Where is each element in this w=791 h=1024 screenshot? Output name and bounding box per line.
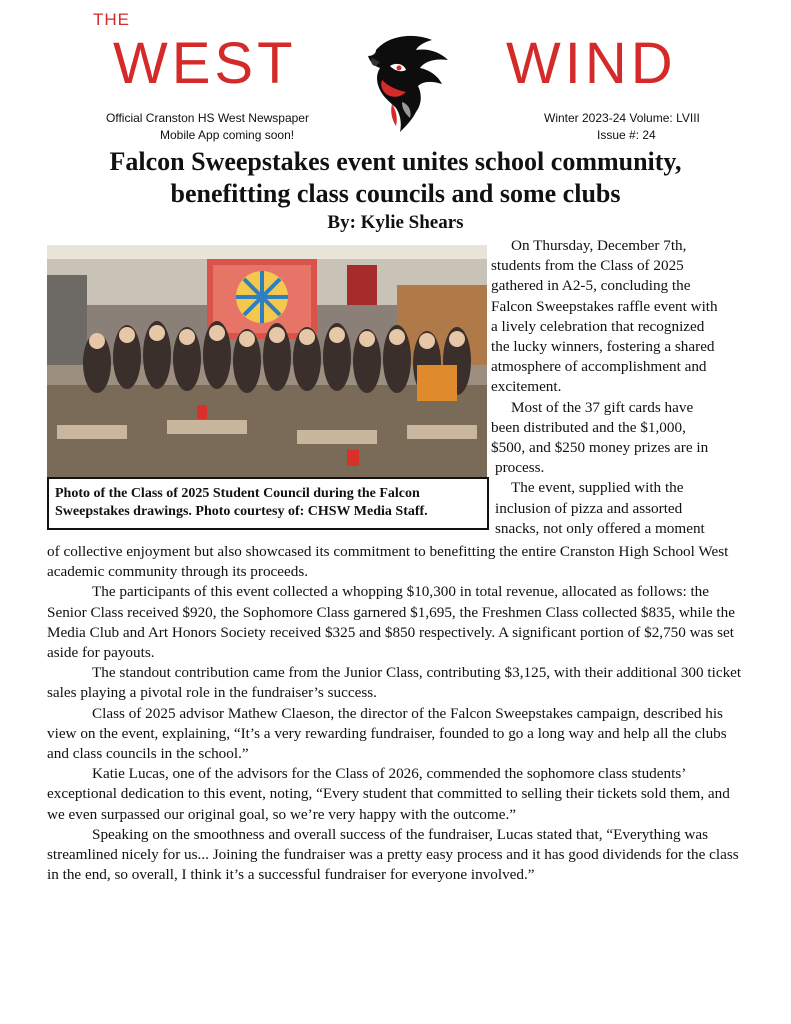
side-column xyxy=(491,236,749,539)
byline: By: Kylie Shears xyxy=(327,212,464,233)
side-line: inclusion of pizza and assorted xyxy=(495,499,683,517)
paragraph-continuation: of collective enjoyment but also showcased its commitment to benefitting the entire Cranston High School West academic community through its proceeds. xyxy=(47,543,729,581)
side-line: atmosphere of accomplishment and xyxy=(491,358,707,376)
side-line: students from the Class of 2025 xyxy=(491,257,684,275)
side-line: the lucky winners, fostering a shared xyxy=(491,338,715,356)
falcon-icon xyxy=(366,32,452,140)
masthead-the: THE xyxy=(93,10,130,29)
tagline-1: Official Cranston HS West Newspaper xyxy=(106,111,309,125)
paragraph-advisor: Class of 2025 advisor Mathew Claeson, the director of the Falcon Sweepstakes campaign, described his view on the event, explaining, “It’s a very rewarding fundraiser, founded to go a long way and help all the clubs and class councils in the school.” xyxy=(47,704,727,763)
side-line: process. xyxy=(495,459,545,477)
headline-line-1: Falcon Sweepstakes event unites school community, xyxy=(109,147,682,176)
issue-volume: Winter 2023-24 Volume: LVIII xyxy=(544,111,700,125)
issue-number: Issue #: 24 xyxy=(597,128,656,142)
tagline-2: Mobile App coming soon! xyxy=(160,128,295,142)
side-line: $500, and $250 money prizes are in xyxy=(491,439,709,457)
paragraph-lucas: Katie Lucas, one of the advisors for the Class of 2026, commended the sophomore class students’ exceptional dedication to this event, noting, “Every student that committed to selling their tickets sold them, and we even surpassed our original goal, so we’re very happy with the outcome.” xyxy=(47,765,730,823)
masthead-west: WEST xyxy=(113,31,297,96)
side-line: snacks, not only offered a moment xyxy=(495,519,705,537)
article-body xyxy=(47,542,750,885)
photo-caption: Photo of the Class of 2025 Student Council during the Falcon Sweepstakes drawings. Photo courtesy of: CHSW Media Staff. xyxy=(47,477,489,530)
headline xyxy=(30,146,761,210)
side-line: a lively celebration that recognized xyxy=(491,317,705,335)
side-line: gathered in A2-5, concluding the xyxy=(491,277,691,295)
class-photo xyxy=(47,245,487,477)
side-line: The event, supplied with the xyxy=(511,479,684,497)
side-line: On Thursday, December 7th, xyxy=(511,237,687,254)
masthead-wind: WIND xyxy=(506,31,677,96)
paragraph-speaking: Speaking on the smoothness and overall success of the fundraiser, Lucas stated that, “Everything was streamlined nicely for us... Joining the fundraiser was a pretty easy process and it has good dividends for the class in the end, so overall, I think it’s a successful fundraiser for everyone involved.” xyxy=(47,825,739,884)
side-line: Falcon Sweepstakes raffle event with xyxy=(491,297,718,315)
side-line: been distributed and the $1,000, xyxy=(491,418,686,436)
side-line: Most of the 37 gift cards have xyxy=(511,398,694,416)
paragraph-junior: The standout contribution came from the Junior Class, contributing $3,125, with their additional 300 ticket sales playing a pivotal role in the fundraiser’s success. xyxy=(47,664,742,702)
paragraph-participants: The participants of this event collected a whopping $10,300 in total revenue, allocated as follows: the Senior Class received $920, the Sophomore Class garnered $1,695, the Freshmen Class collected $835, while the Media Club and Art Honors Society received $325 and $850 respectively. A significant portion of $2,750 was set aside for payouts. xyxy=(47,583,735,662)
side-line: excitement. xyxy=(491,378,562,396)
headline-line-2: benefitting class councils and some clubs xyxy=(170,179,621,208)
